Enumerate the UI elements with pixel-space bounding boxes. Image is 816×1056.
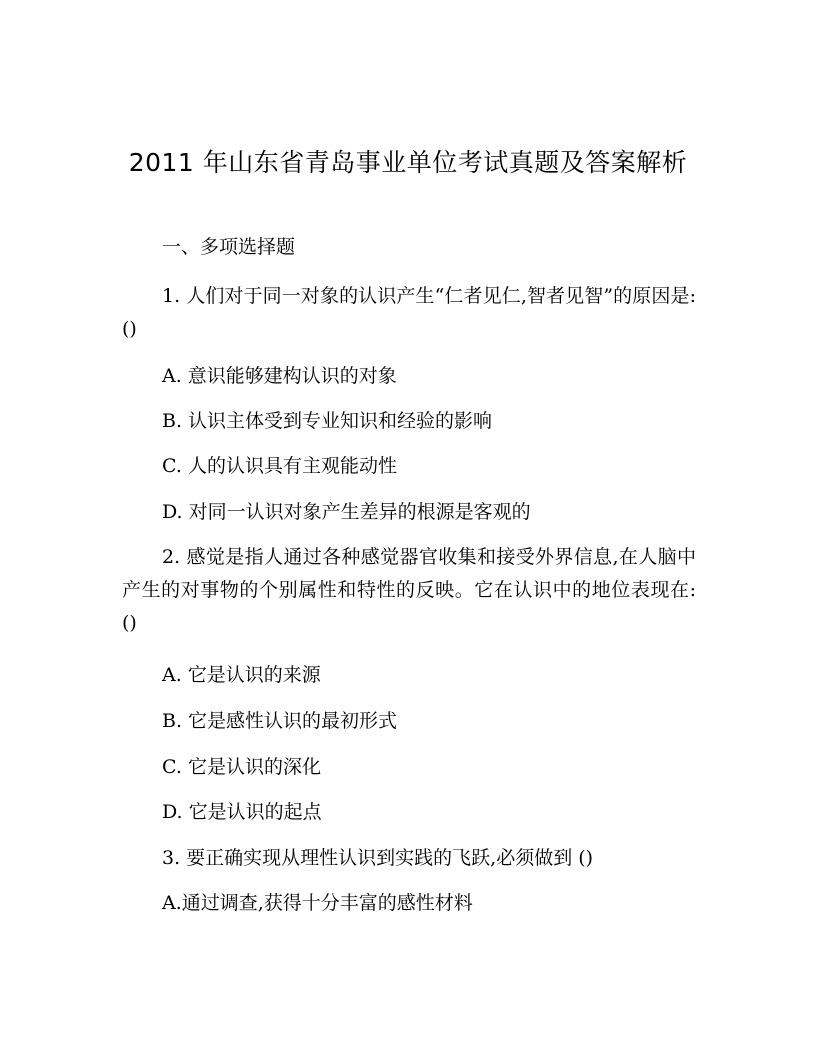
document-title: 2011 年山东省青岛事业单位考试真题及答案解析 [128,148,688,177]
question-1-option-a: A. 意识能够建构认识的对象 [162,365,397,387]
section-heading: 一、多项选择题 [162,236,296,258]
question-1-option-c: C. 人的认识具有主观能动性 [162,455,397,477]
question-3-stem: 3. 要正确实现从理性认识到实践的飞跃,必须做到 () [162,847,594,869]
question-2-option-b: B. 它是感性认识的最初形式 [162,710,398,732]
question-1-option-d: D. 对同一认识对象产生差异的根源是客观的 [162,501,531,523]
question-2-option-c: C. 它是认识的深化 [162,756,321,778]
question-2-option-a: A. 它是认识的来源 [162,664,321,686]
question-1-stem: 1. 人们对于同一对象的认识产生“仁者见仁,智者见智”的原因是: () [122,285,696,340]
question-2-option-d: D. 它是认识的起点 [162,801,322,823]
question-1-option-b: B. 认识主体受到专业知识和经验的影响 [162,410,493,432]
question-3-option-a: A.通过调查,获得十分丰富的感性材料 [162,892,473,914]
question-2-stem: 2. 感觉是指人通过各种感觉器官收集和接受外界信息,在人脑中产生的对事物的个别属性和特性的反映。它在认识中的地位表现在: () [122,546,696,634]
